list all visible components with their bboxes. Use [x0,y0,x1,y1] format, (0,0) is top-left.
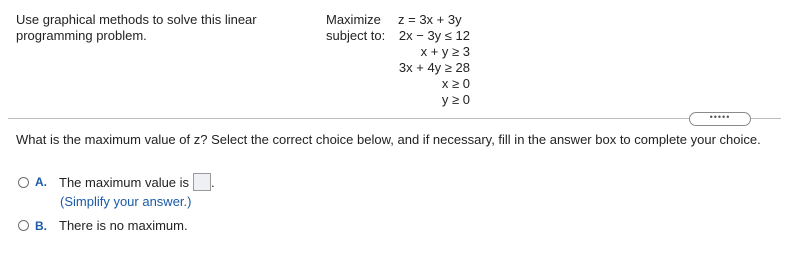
constraint-1: 2x − 3y ≤ 12 [398,28,470,43]
choice-a-text: The maximum value is [59,174,190,190]
subject-to-label: subject to: [326,28,386,43]
prompt-line-1: Use graphical methods to solve this linear [16,12,257,27]
simplify-hint: (Simplify your answer.) [60,194,192,209]
choice-a-radio[interactable] [18,177,29,188]
choice-a-suffix: . [211,174,215,190]
answer-input-box[interactable] [193,173,211,191]
choice-b-text: There is no maximum. [59,218,188,233]
prompt-line-2: programming problem. [16,28,147,43]
choice-a[interactable] [18,173,215,191]
constraint-2: x + y ≥ 3 [420,44,470,59]
lp-formulation [398,12,470,108]
problem-prompt [16,12,257,44]
choice-b-radio[interactable] [18,220,29,231]
choice-b[interactable] [18,218,188,233]
lp-labels [326,12,385,44]
section-divider [8,118,781,119]
maximize-label: Maximize [326,12,381,27]
more-options-button[interactable]: ••••• [689,112,751,126]
question-text: What is the maximum value of z? Select the correct choice below, and if necessary, fill in the answer box to complete your choice. [16,132,761,147]
constraint-5: y ≥ 0 [441,92,470,107]
objective-function: z = 3x + 3y [398,12,462,27]
choice-a-letter: A. [35,175,47,189]
constraint-4: x ≥ 0 [441,76,470,91]
choice-b-letter: B. [35,218,47,233]
constraint-3: 3x + 4y ≥ 28 [398,60,470,75]
